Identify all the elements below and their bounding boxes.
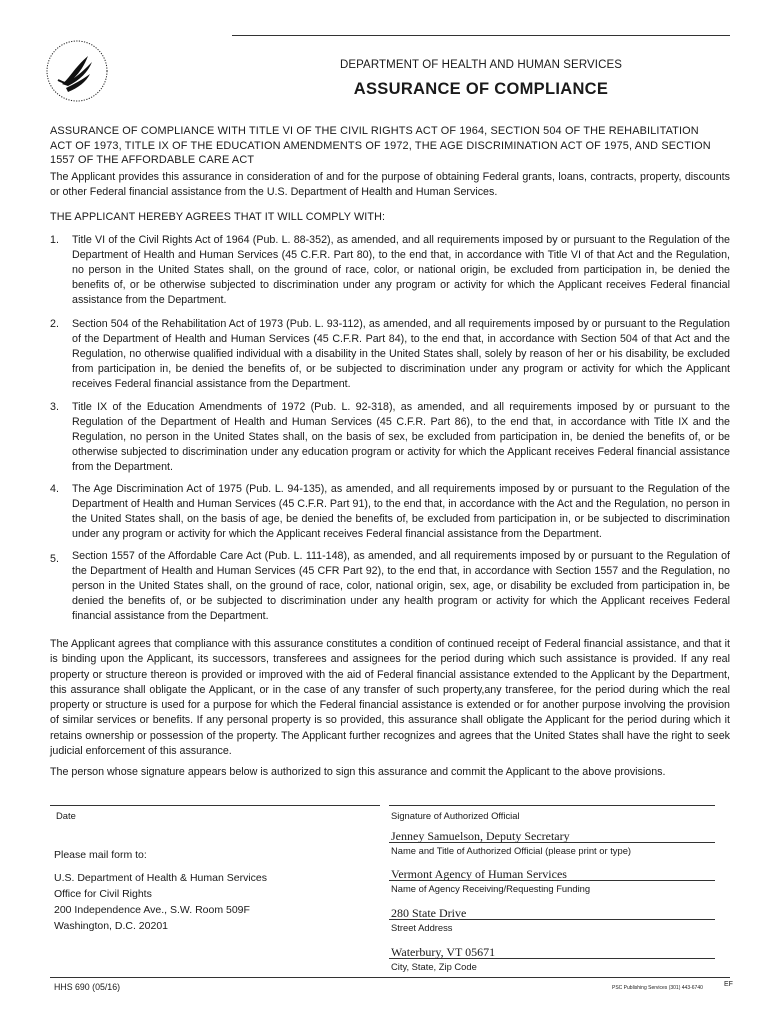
department-name: DEPARTMENT OF HEALTH AND HUMAN SERVICES [339,59,623,71]
city-state-zip-line [389,958,715,959]
hhs-seal-logo [44,38,110,104]
item-number: 1. [50,234,59,246]
signature-label: Signature of Authorized Official [391,810,520,821]
signature-line[interactable] [389,805,715,806]
agency-line [389,880,715,881]
form-id: HHS 690 (05/16) [54,982,121,992]
publisher-credit: PSC Publishing Services (301) 443-6740 [612,985,703,991]
official-name-field[interactable]: Jenney Samuelson, Deputy Secretary [391,829,570,843]
item-number: 4. [50,483,59,495]
mail-line: Washington, D.C. 20201 [54,920,169,932]
item-text: Title IX of the Education Amendments of 1972 (Pub. L. 92-318), as amended, and all requirements imposed by or pursuant to the Regulation of the Department of Health and Human Services (45 C.F.R. Part 86), to the end that, in accordance with Title IX and the Regulation, no person in the United States shall, on the basis of sex, be excluded from participation in, be denied the benefits of, or be otherwise subjected to discrimination under any education program or activity for which the Applicant receives Federal financial assistance from the Department. [72,401,730,473]
form-subtitle [50,124,732,168]
agency-field[interactable]: Vermont Agency of Human Services [391,867,567,881]
official-name-label: Name and Title of Authorized Official (please print or type) [391,845,632,856]
header-rule [232,35,730,36]
date-label: Date [56,810,76,821]
agreement-paragraph: The Applicant agrees that compliance with this assurance constitutes a condition of continued receipt of Federal financial assistance, and that it is binding upon the Applicant, its successors, transferees and assignees for the period during which such assistance is provided. If any real property or structure thereon is provided or improved with the aid of Federal financial assistance extended to the Applicant by the Department, this assurance shall obligate the Applicant, or in the case of any transfer of such property,any transferee, for the period during which the real property or structure is used for a purpose for which the Federal financial assistance is extended or for another purpose involving the provision of similar services or benefits. If any personal property is so provided, this assurance shall obligate the Applicant for the period during which it retains ownership or possession of the property. The Applicant further recognizes and agrees that the United States shall have the right to seek judicial enforcement of this assurance. [50,638,730,758]
item-number: 3. [50,401,59,413]
street-address-label: Street Address [391,922,453,933]
mail-address [54,870,267,934]
form-code: EF [724,981,733,988]
mail-line: Office for Civil Rights [54,888,152,900]
item-text: Section 1557 of the Affordable Care Act (Pub. L. 111-148), as amended, and all requirements imposed by or pursuant to the Regulation of the Department of Health and Human Services (45 CFR Part 92), to the end that, in accordance with Section 1557 and the Regulation, no person in the United States shall, on the ground of race, color, national origin, sex, age, or disability be excluded from participation in, be denied the benefits of, or be subjected to discrimination under any health program or activity for which the Applicant receives Federal financial assistance from the Department. [72,550,730,622]
mail-line: U.S. Department of Health & Human Services [54,872,268,884]
item-number: 5. [50,553,59,565]
form-title: ASSURANCE OF COMPLIANCE [353,80,609,98]
agrees-heading: THE APPLICANT HEREBY AGREES THAT IT WILL COMPLY WITH: [50,211,386,223]
item-number: 2. [50,318,59,330]
subtitle-line: 1557 OF THE AFFORDABLE CARE ACT [50,154,255,167]
item-text: The Age Discrimination Act of 1975 (Pub. L. 94-135), as amended, and all requirements imposed by or pursuant to the Regulation of the Department of Health and Human Services (45 C.F.R. Part 91), to the end that, in accordance with the Act and the Regulation, no person in the United States shall, on the basis of age, be denied the benefits of, be excluded from participation in, or be subjected to discrimination under any program or activity for which the Applicant receives Federal financial assistance from the Department. [72,483,730,540]
mail-heading: Please mail form to: [54,849,147,861]
official-name-line [389,842,715,843]
footer-rule [50,977,730,978]
street-address-line [389,919,715,920]
item-text: Section 504 of the Rehabilitation Act of 1973 (Pub. L. 93-112), as amended, and all requirements imposed by or pursuant to the Regulation of the Department of Health and Human Services (45 C.F.R. Part 84), to the end that, in accordance with Section 504 of that Act and the Regulation, no otherwise qualified individual with a disability in the United States shall, solely by reason of her or his disability, be excluded from participation in, be denied the benefits of, or be subjected to discrimination under any program or activity for which the Applicant receives Federal financial assistance from the Department. [72,318,730,390]
city-state-zip-field[interactable]: Waterbury, VT 05671 [391,945,496,959]
agency-label: Name of Agency Receiving/Requesting Funding [391,883,591,894]
subtitle-line: ACT OF 1973, TITLE IX OF THE EDUCATION AMENDMENTS OF 1972, THE AGE DISCRIMINATION ACT OF 1975, AND SECTION [50,139,711,152]
intro-paragraph: The Applicant provides this assurance in consideration of and for the purpose of obtaining Federal grants, loans, contracts, property, discounts or other Federal financial assistance from the U.S. Department of Health and Human Services. [50,171,730,198]
street-address-field[interactable]: 280 State Drive [391,906,467,920]
mail-line: 200 Independence Ave., S.W. Room 509F [54,904,250,916]
date-line[interactable] [50,805,380,806]
subtitle-line: ASSURANCE OF COMPLIANCE WITH TITLE VI OF THE CIVIL RIGHTS ACT OF 1964, SECTION 504 OF THE REHABILITATION [50,125,699,137]
authorization-statement: The person whose signature appears below is authorized to sign this assurance and commit the Applicant to the above provisions. [50,766,666,778]
city-state-zip-label: City, State, Zip Code [391,961,477,972]
item-text: Title VI of the Civil Rights Act of 1964 (Pub. L. 88-352), as amended, and all requirements imposed by or pursuant to the Regulation of the Department of Health and Human Services (45 C.F.R. Part 80), to the end that, in accordance with Title VI of that Act and the Regulation, no person in the United States shall, on the ground of race, color, or national origin, be excluded from participation in, be denied the benefits of, or be otherwise subjected to discrimination under any program or activity for which the Applicant receives Federal financial assistance from the Department. [72,234,730,306]
